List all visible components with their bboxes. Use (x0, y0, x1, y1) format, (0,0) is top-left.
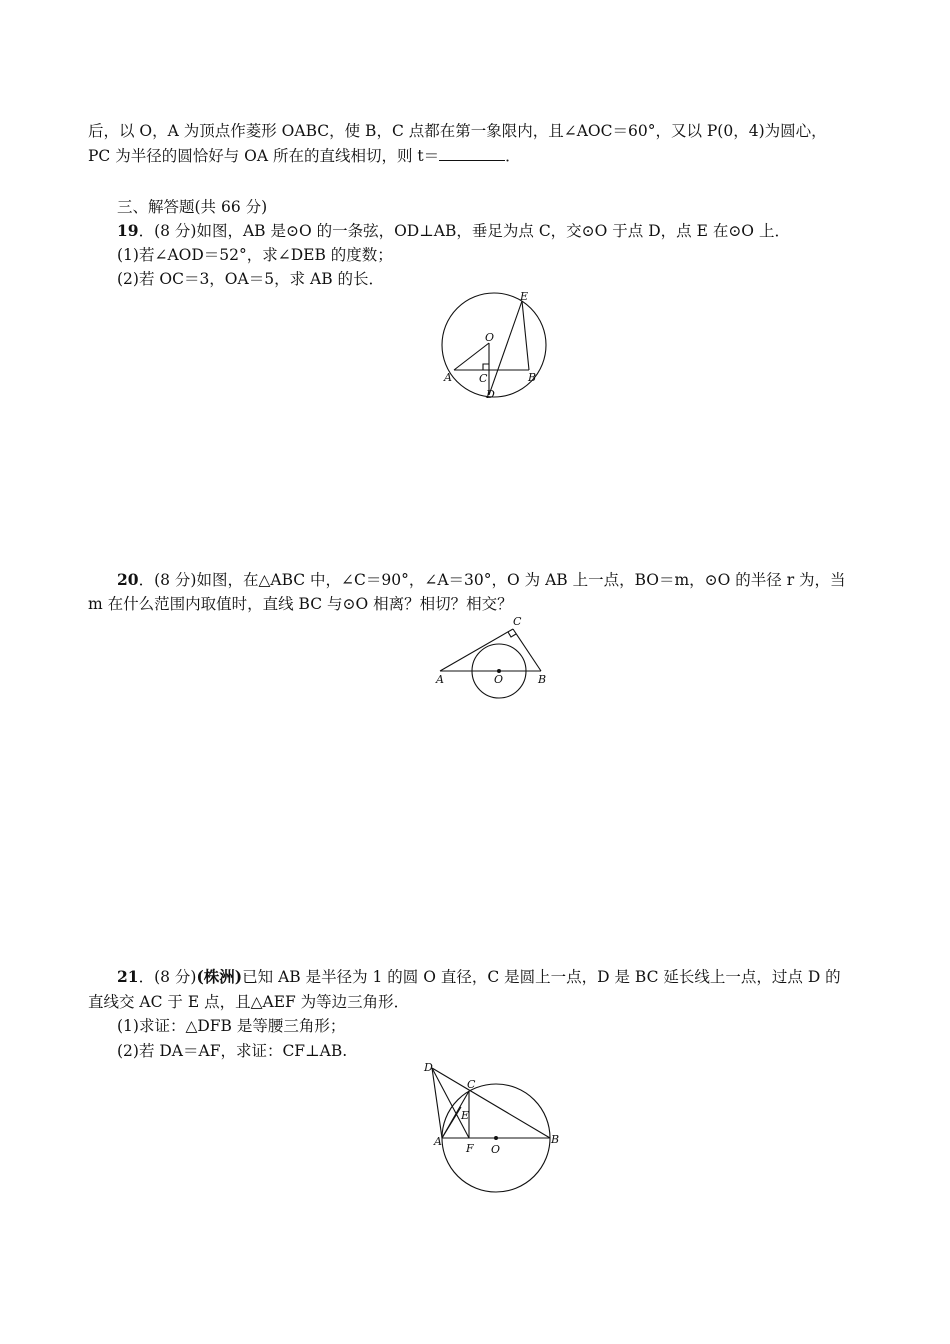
q19-label-c: C (479, 372, 488, 385)
q21-label-a: A (434, 1135, 442, 1148)
q20-stem-text: ．(8 分)如图，在△ABC 中，∠C＝90°，∠A＝30°，O 为 AB 上一点，BO＝m，⊙O 的半径 r 为，当 (138, 571, 846, 589)
q21-stem-2: 直线交 AC 于 E 点，且△AEF 为等边三角形． (88, 993, 410, 1011)
q21-circle (442, 1084, 550, 1192)
q21-center-dot (494, 1136, 498, 1140)
q21-segment-df (432, 1068, 469, 1138)
q21-part-2: (2)若 DA＝AF，求证：CF⊥AB. (117, 1042, 348, 1060)
q19-label-b: B (528, 371, 537, 384)
q19-segment-eb (522, 301, 529, 370)
q20-segment-ac (440, 629, 513, 671)
q19-right-angle-mark (483, 364, 489, 370)
q19-number: 19 (117, 221, 139, 240)
q20-segment-cb (513, 629, 541, 671)
q20-label-a: A (436, 673, 444, 686)
q20-circle (472, 644, 526, 698)
q21-segment-db (432, 1068, 550, 1138)
q18-line-1: 后，以 O，A 为顶点作菱形 OABC，使 B，C 点都在第一象限内，且∠AOC＝60°，又以 P(0，4)为圆心， (88, 122, 827, 140)
q19-part-1: (1)若∠AOD＝52°，求∠DEB 的度数； (117, 246, 393, 264)
q20-right-angle-mark (508, 632, 516, 637)
q20-label-b: B (538, 673, 547, 686)
q21-label-o: O (491, 1143, 501, 1156)
q21-part-1: (1)求证：△DFB 是等腰三角形； (117, 1017, 346, 1035)
q19-circle (442, 293, 546, 397)
q20-stem-1 (117, 569, 846, 591)
q21-segment-ae (442, 1107, 461, 1138)
q19-label-o: O (485, 331, 495, 344)
q19-label-a: A (444, 371, 452, 384)
q20-number: 20 (117, 570, 139, 589)
q21-stem-1 (117, 966, 841, 988)
q21-label-e: E (461, 1109, 470, 1122)
q21-label-c: C (467, 1078, 476, 1091)
q21-stem-text-b: 已知 AB 是半径为 1 的圆 O 直径，C 是圆上一点，D 是 BC 延长线上一点，过点 D 的 (242, 968, 841, 986)
q20-label-o: O (494, 673, 504, 686)
q18-line-2 (88, 145, 521, 167)
q19-part-2: (2)若 OC＝3，OA＝5，求 AB 的长． (117, 270, 385, 288)
q20-stem-2: m 在什么范围内取值时，直线 BC 与⊙O 相离？相切？相交？ (88, 595, 513, 613)
q19-label-d: D (486, 388, 495, 401)
q21-number: 21 (117, 967, 139, 986)
q19-label-e: E (520, 290, 529, 303)
q19-stem (117, 220, 790, 242)
q18-line-2-end: ． (505, 147, 521, 165)
q20-center-dot (497, 669, 501, 673)
section-title: 三、解答题(共 66 分) (117, 198, 268, 216)
q21-label-d: D (424, 1061, 433, 1074)
q21-segment-da (432, 1068, 442, 1138)
q21-label-f: F (466, 1142, 474, 1155)
q21-source: (株洲) (196, 967, 243, 986)
q21-segment-ac (442, 1091, 469, 1138)
q18-line-2-text: PC 为半径的圆恰好与 OA 所在的直线相切，则 t＝ (88, 147, 440, 165)
q21-stem-text-a: ．(8 分) (138, 968, 197, 986)
q20-label-c: C (513, 615, 522, 628)
q19-segment-de (489, 301, 522, 395)
answer-blank (439, 146, 505, 161)
q21-label-b: B (551, 1133, 560, 1146)
q19-segment-oa (454, 343, 489, 370)
q19-stem-text: ．(8 分)如图，AB 是⊙O 的一条弦，OD⊥AB，垂足为点 C，交⊙O 于点 D，点 E 在⊙O 上． (138, 222, 790, 240)
